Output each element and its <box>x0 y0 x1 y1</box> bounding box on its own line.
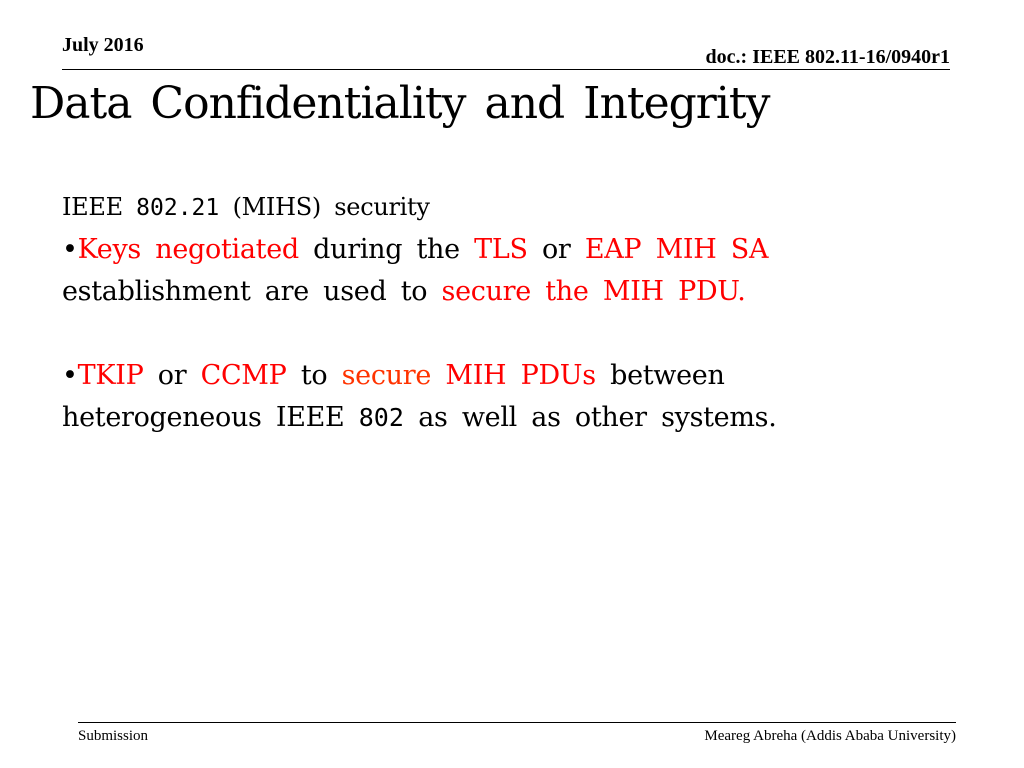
highlight-tkip: TKIP <box>77 360 144 391</box>
text-802: 802 <box>358 403 404 432</box>
text-during: during the <box>298 234 475 265</box>
text-space <box>431 360 445 391</box>
highlight-secure: secure <box>341 360 432 391</box>
bullet-tkip <box>62 355 882 439</box>
highlight-tls: TLS <box>474 234 528 265</box>
section-heading <box>62 186 882 229</box>
highlight-keys-negotiated: Keys negotiated <box>77 234 299 265</box>
footer-submission: Submission <box>78 728 149 744</box>
header-divider <box>62 69 950 70</box>
text-rest: as well as other systems. <box>403 402 777 433</box>
bullet-keys <box>62 229 882 313</box>
highlight-secure-mih-pdu: secure the MIH PDU. <box>441 276 746 307</box>
text-establishment: establishment are used to <box>62 276 442 307</box>
bullet-marker: • <box>62 234 78 265</box>
footer-divider <box>78 722 956 723</box>
text-or: or <box>143 360 201 391</box>
section-heading-pre: IEEE <box>62 193 137 221</box>
section-heading-number: 802.21 <box>136 195 220 221</box>
header-date: July 2016 <box>62 34 144 56</box>
slide-title: Data Confidentiality and Integrity <box>30 78 770 129</box>
highlight-ccmp: CCMP <box>200 360 287 391</box>
bullet-marker: • <box>62 360 78 391</box>
highlight-eap-mih-sa: EAP MIH SA <box>584 234 769 265</box>
header-doc-id: doc.: IEEE 802.11-16/0940r1 <box>705 46 950 68</box>
footer-author: Meareg Abreha (Addis Ababa University) <box>704 728 956 744</box>
text-to: to <box>286 360 342 391</box>
highlight-mih-pdus: MIH PDUs <box>445 360 596 391</box>
text-or: or <box>527 234 585 265</box>
text-between: between heterogeneous IEEE <box>62 360 725 433</box>
section-heading-post: (MIHS) security <box>219 193 430 221</box>
paragraph-gap <box>62 313 882 355</box>
slide-body <box>62 186 882 439</box>
